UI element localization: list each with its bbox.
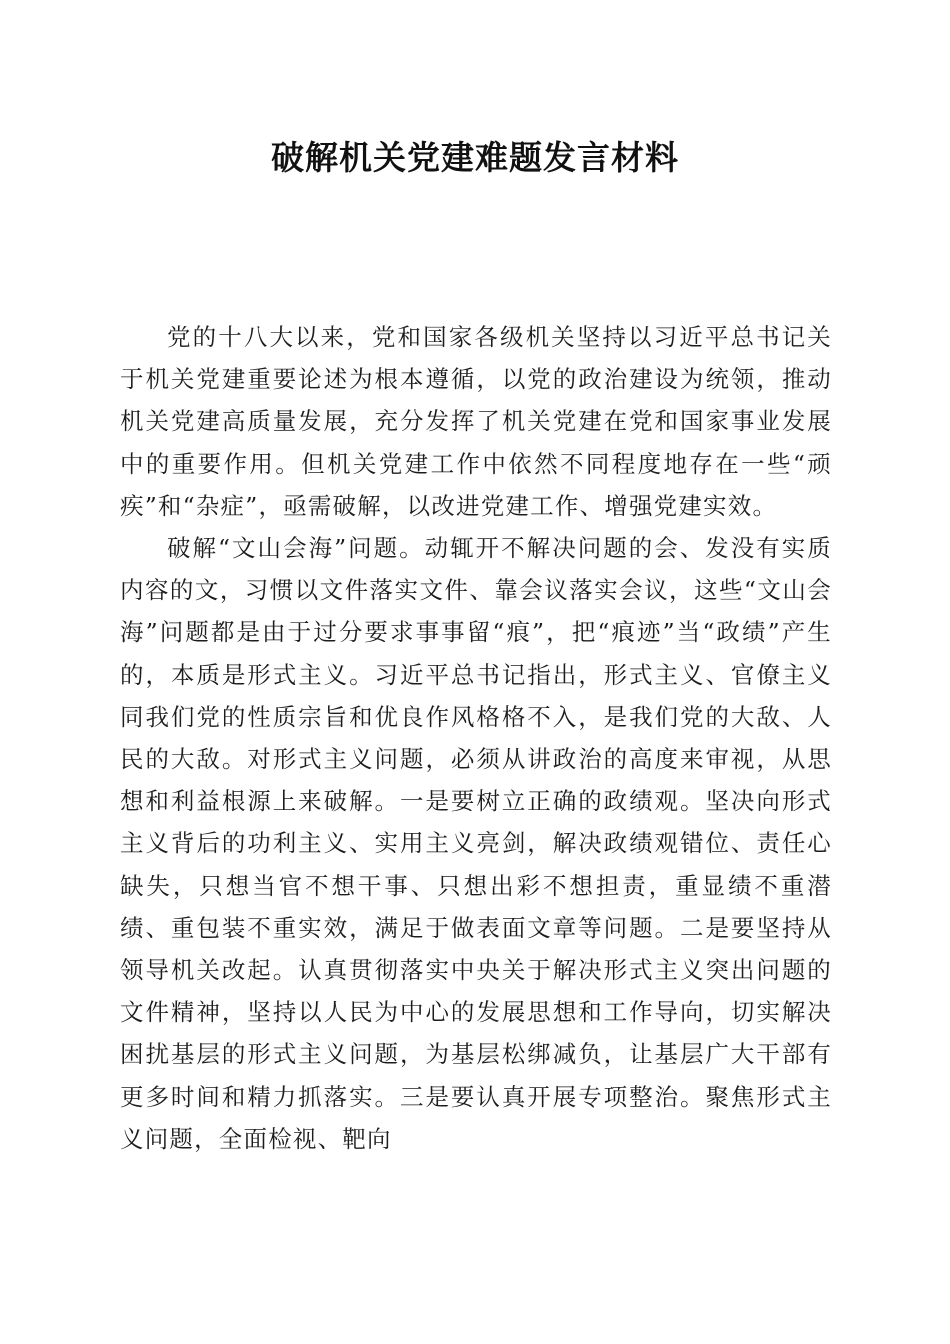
paragraph-meetings-documents: 破解“文山会海”问题。动辄开不解决问题的会、发没有实质内容的文，习惯以文件落实文件、靠会议落实会议，这些“文山会海”问题都是由于过分要求事事留“痕”，把“痕迹”当“政绩”产生的，本质是形式主义。习近平总书记指出，形式主义、官僚主义同我们党的性质宗旨和优良作风格格不入，是我们党的大敌、人民的大敌。对形式主义问题，必须从讲政治的高度来审视，从思想和利益根源上来破解。一是要树立正确的政绩观。坚决向形式主义背后的功利主义、实用主义亮剑，解决政绩观错位、责任心缺失，只想当官不想干事、只想出彩不想担责，重显绩不重潜绩、重包装不重实效，满足于做表面文章等问题。二是要坚持从领导机关改起。认真贯彻落实中央关于解决形式主义突出问题的文件精神，坚持以人民为中心的发展思想和工作导向，切实解决困扰基层的形式主义问题，为基层松绑减负，让基层广大干部有更多时间和精力抓落实。三是要认真开展专项整治。聚焦形式主义问题，全面检视、靶向 xyxy=(120,534,832,1153)
paragraph-intro: 党的十八大以来，党和国家各级机关坚持以习近平总书记关于机关党建重要论述为根本遵循，以党的政治建设为统领，推动机关党建高质量发展，充分发挥了机关党建在党和国家事业发展中的重要作用。但机关党建工作中依然不同程度地存在一些“顽疾”和“杂症”，亟需破解，以改进党建工作、增强党建实效。 xyxy=(120,323,832,520)
document-body xyxy=(120,316,832,1160)
document-title: 破解机关党建难题发言材料 xyxy=(271,138,679,177)
